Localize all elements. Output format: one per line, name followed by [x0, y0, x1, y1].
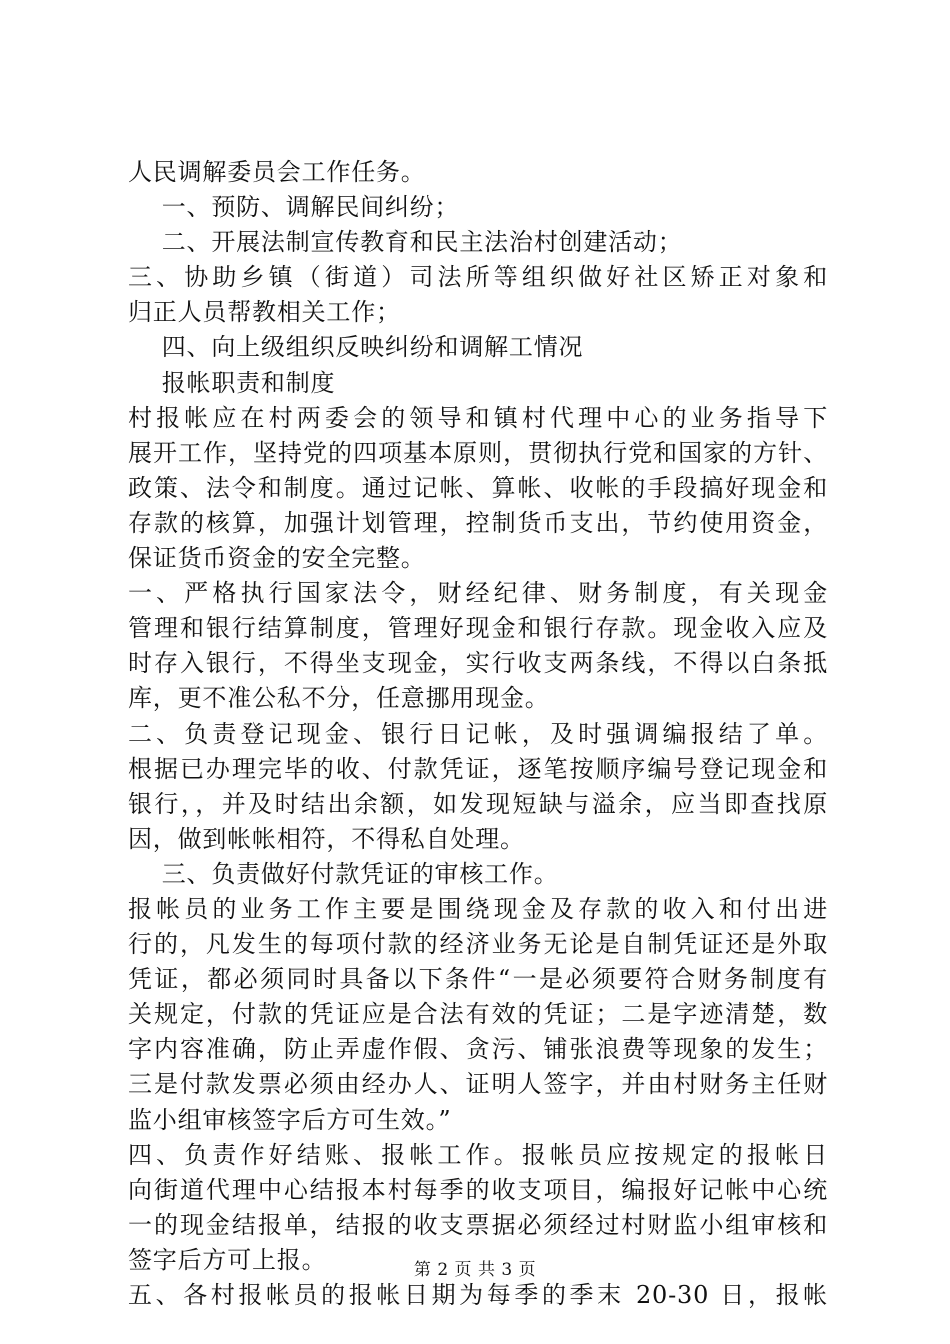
text-line: 因，做到帐帐相符，不得私自处理。 — [128, 824, 525, 853]
text-line: 关规定，付款的凭证应是合法有效的凭证；二是字迹清楚，数 — [128, 1000, 828, 1029]
text-line: 报帐职责和制度 — [128, 368, 336, 397]
text-line: 三是付款发票必须由经办人、证明人签字，并由村财务主任财 — [128, 1070, 828, 1099]
text-line: 四、负责作好结账、报帐工作。报帐员应按规定的报帐日 — [128, 1140, 828, 1169]
text-line: 监小组审核签字后方可生效。” — [128, 1105, 452, 1134]
text-line: 归正人员帮教相关工作； — [128, 298, 401, 327]
text-line: 存款的核算，加强计划管理，控制货币支出，节约使用资金， — [128, 508, 828, 537]
text-line: 报帐员的业务工作主要是围绕现金及存款的收入和付出进 — [128, 894, 828, 923]
text-line: 向街道代理中心结报本村每季的收支项目，编报好记帐中心统 — [128, 1175, 828, 1204]
text-line: 三、负责做好付款凭证的审核工作。 — [128, 859, 559, 888]
text-line: 村报帐应在村两委会的领导和镇村代理中心的业务指导下 — [128, 403, 828, 432]
text-line: 二、负责登记现金、银行日记帐，及时强调编报结了单。 — [128, 719, 828, 748]
text-line: 四、向上级组织反映纠纷和调解工情况 — [128, 333, 584, 362]
document-body — [128, 155, 828, 1313]
text-line: 字内容准确，防止弄虚作假、贪污、铺张浪费等现象的发生； — [128, 1035, 828, 1064]
text-line: 二、开展法制宣传教育和民主法治村创建活动； — [128, 228, 683, 257]
text-line: 展开工作，坚持党的四项基本原则，贯彻执行党和国家的方针、 — [128, 438, 828, 467]
text-line: 时存入银行，不得坐支现金，实行收支两条线，不得以白条抵 — [128, 649, 828, 678]
text-line: 签字后方可上报。 — [128, 1245, 327, 1274]
text-line: 政策、法令和制度。通过记帐、算帐、收帐的手段搞好现金和 — [128, 473, 828, 502]
text-line: 一、严格执行国家法令，财经纪律、财务制度，有关现金 — [128, 579, 828, 608]
text-line: 库，更不准公私不分，任意挪用现金。 — [128, 684, 550, 713]
page-footer: 第 2 页 共 3 页 — [413, 1260, 537, 1280]
text-line: 凭证，都必须同时具备以下条件“一是必须要符合财务制度有 — [128, 965, 828, 994]
text-line: 人民调解委员会工作任务。 — [128, 158, 426, 186]
text-line: 保证货币资金的安全完整。 — [128, 544, 426, 573]
text-line: 一的现金结报单，结报的收支票据必须经过村财监小组审核和 — [128, 1210, 828, 1239]
text-line: 一、预防、调解民间纠纷； — [128, 193, 460, 222]
text-line: 行的，凡发生的每项付款的经济业务无论是自制凭证还是外取 — [128, 930, 828, 959]
text-line: 根据已办理完毕的收、付款凭证，逐笔按顺序编号登记现金和 — [128, 754, 828, 783]
text-line: 五、各村报帐员的报帐日期为每季的季末 20-30 日，报帐 — [128, 1281, 828, 1309]
text-line: 三、协助乡镇（街道）司法所等组织做好社区矫正对象和 — [128, 263, 828, 292]
text-line: 管理和银行结算制度，管理好现金和银行存款。现金收入应及 — [128, 614, 828, 643]
text-line: 银行，，并及时结出余额，如发现短缺与溢余，应当即查找原 — [128, 789, 828, 818]
